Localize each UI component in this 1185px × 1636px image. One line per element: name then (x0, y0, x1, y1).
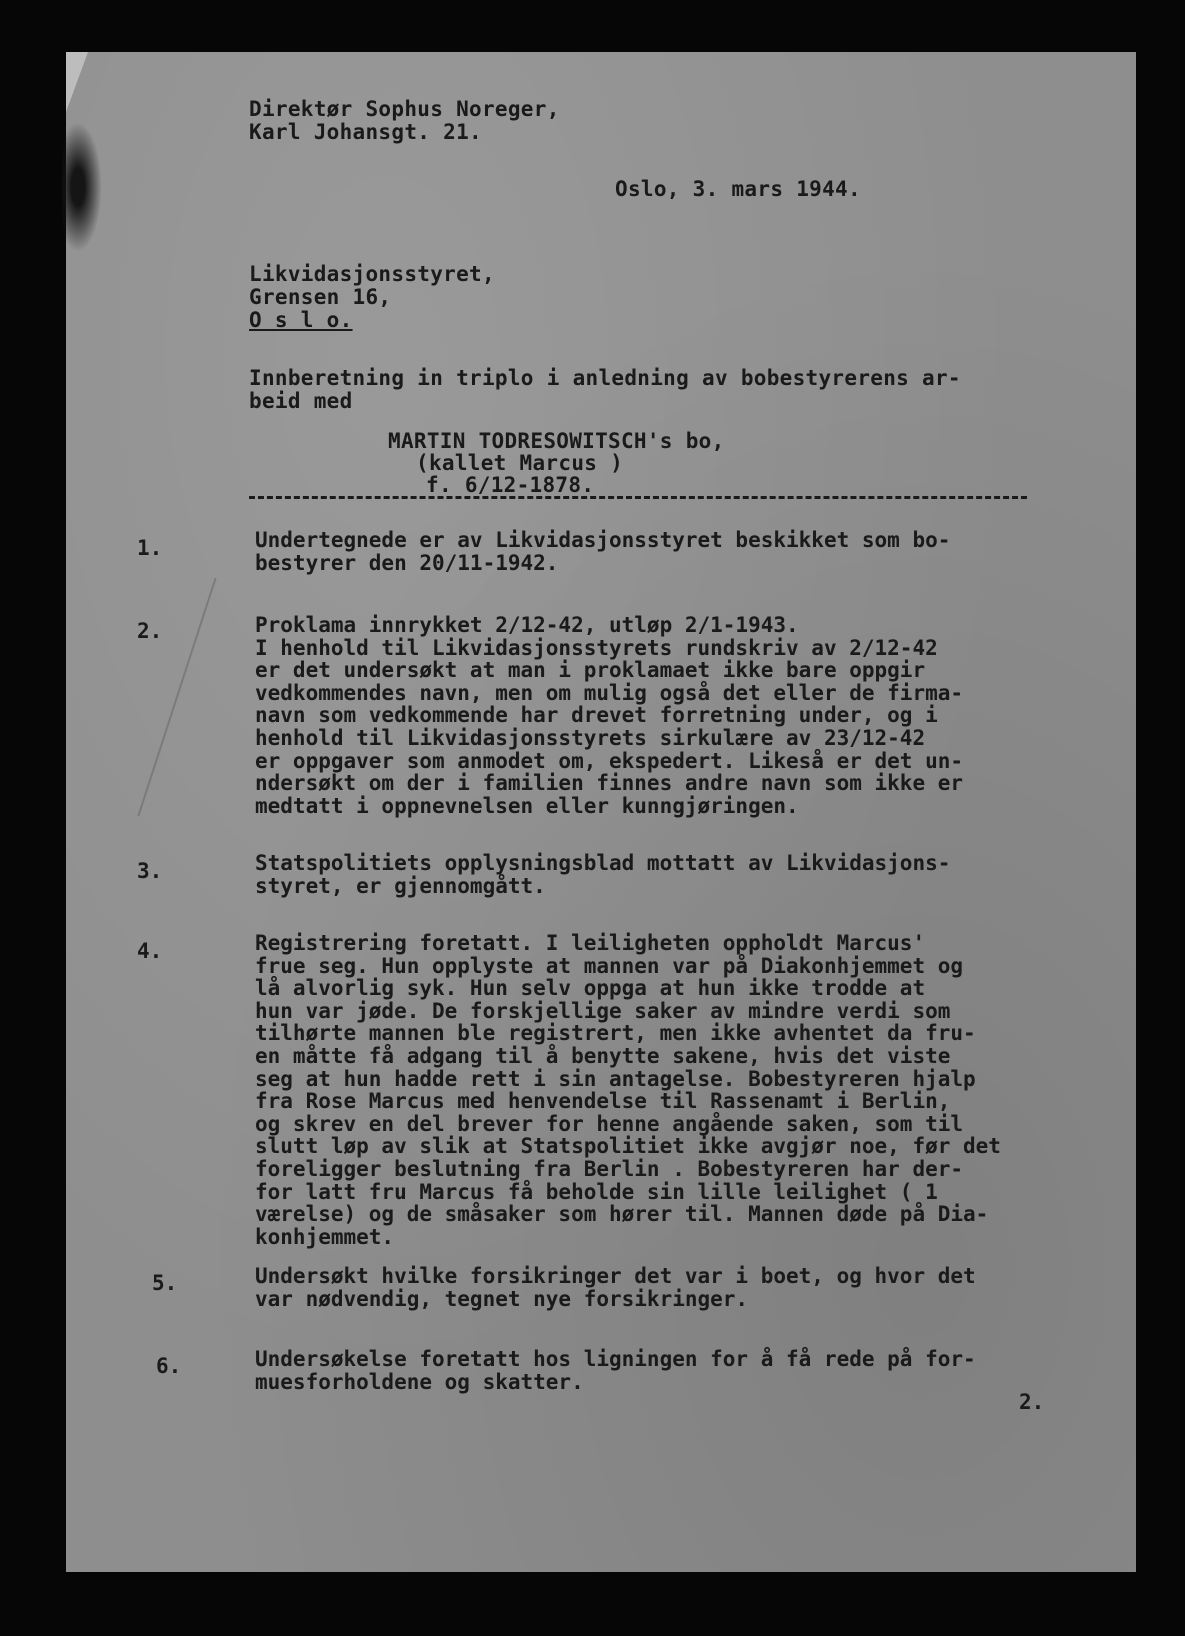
page-number: 2. (1019, 1390, 1045, 1414)
item-text: Undertegnede er av Likvidasjonsstyret beskikket som bo- bestyrer den 20/11-1942. (255, 528, 951, 575)
subject-line-1: Innberetning in triplo i anledning av bobestyrerens ar- (249, 366, 961, 390)
item-number: 4. (137, 939, 163, 963)
paper-crease (137, 578, 216, 816)
item-text: Proklama innrykket 2/12-42, utløp 2/1-1943. I henhold til Likvidasjonsstyrets rundskriv av 2/12-42 er det undersøkt at man i proklamaet ikke bare oppgir vedkommendes navn, men om mulig også det eller de firma- navn som vedkommende har drevet forretning under, og i henhold til Likvidasjonsstyrets sirkulære av 23/12-42 er oppgaver som anmodet om, ekspedert. Likeså er det un- ndersøkt om der i familien finnes andre navn som ikke er medtatt i oppnevnelsen eller kunngjøringen. (255, 613, 964, 818)
recipient-line-2: Grensen 16, (249, 285, 392, 309)
document-page (66, 52, 1136, 1572)
recipient-line-1: Likvidasjonsstyret, (249, 262, 495, 286)
recipient-line-3: O s l o. (249, 308, 353, 332)
letter-date: Oslo, 3. mars 1944. (615, 177, 861, 201)
sender-line-2: Karl Johansgt. 21. (249, 120, 482, 144)
folded-corner (66, 52, 88, 112)
estate-name: MARTIN TODRESOWITSCH's bo, (388, 429, 725, 453)
item-number: 2. (137, 619, 163, 643)
sender-line-1: Direktør Sophus Noreger, (249, 97, 560, 121)
item-text: Undersøkelse foretatt hos ligningen for å få rede på for- muesforholdene og skatter. (255, 1347, 976, 1394)
estate-birthdate: f. 6/12-1878. (426, 473, 595, 497)
item-number: 3. (137, 859, 163, 883)
item-text: Statspolitiets opplysningsblad mottatt av Likvidasjons- styret, er gjennomgått. (255, 851, 951, 898)
estate-alias: (kallet Marcus ) (416, 451, 624, 475)
item-text: Undersøkt hvilke forsikringer det var i boet, og hvor det var nødvendig, tegnet nye forsikringer. (255, 1264, 976, 1311)
separator-line (249, 496, 1027, 499)
item-number: 1. (137, 536, 163, 560)
item-number: 5. (152, 1271, 178, 1295)
ink-stain (62, 122, 102, 252)
item-text: Registrering foretatt. I leiligheten oppholdt Marcus' frue seg. Hun opplyste at mannen var på Diakonhjemmet og lå alvorlig syk. Hun selv oppga at hun ikke trodde at hun var jøde. De forskjellige saker av mindre verdi som tilhørte mannen ble registrert, men ikke avhentet da fru- en måtte få adgang til å benytte sakene, hvis det viste seg at hun hadde rett i sin antagelse. Bobestyreren hjalp fra Rose Marcus med henvendelse til Rassenamt i Berlin, og skrev en del brever for henne angående saken, som til slutt løp av slik at Statspolitiet ikke avgjør noe, før det foreligger beslutning fra Berlin . Bobestyreren har der- for latt fru Marcus få beholde sin lille leilighet ( 1 værelse) og de småsaker som hører til. Mannen døde på Dia- konhjemmet. (255, 931, 1001, 1249)
subject-line-2: beid med (249, 389, 353, 413)
item-number: 6. (156, 1354, 182, 1378)
